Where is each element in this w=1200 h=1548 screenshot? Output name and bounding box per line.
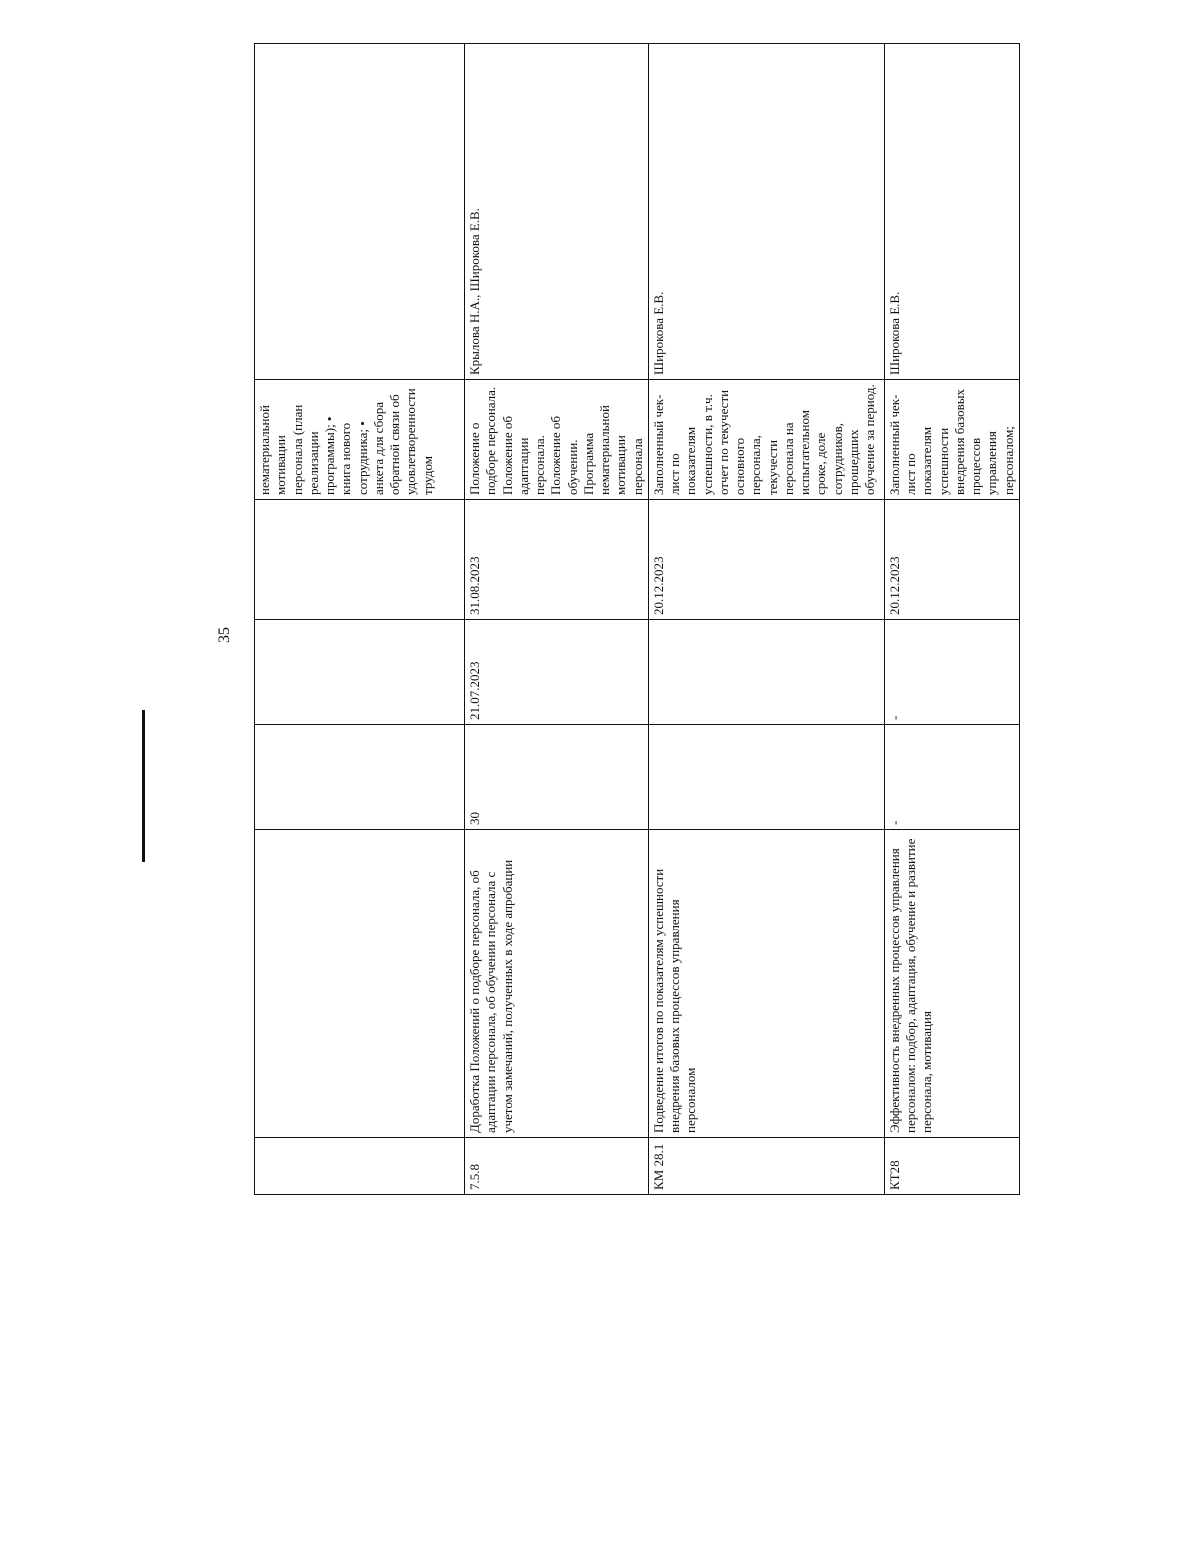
cell-duration: 30	[465, 725, 649, 830]
cell-start	[255, 620, 465, 725]
cell-end: 20.12.2023	[648, 500, 884, 620]
cell-name	[255, 830, 465, 1138]
cell-name: Эффективность внедренных процессов управления персоналом: подбор, адаптация, обучение и развитие персонала, мотивация	[884, 830, 1019, 1138]
cell-code: КМ 28.1	[648, 1138, 884, 1195]
cell-result: Заполненный чек-лист по показателям успешности, в т.ч. отчет по текучести основного персонала, текучести персонала на испытательном сроке, доле сотрудников, прошедших обучение за период.	[648, 380, 884, 500]
cell-start: -	[884, 620, 1019, 725]
table-row	[255, 44, 465, 1195]
table-row	[465, 44, 649, 1195]
cell-responsible: Крылова Н.А., Широкова Е.В.	[465, 44, 649, 380]
cell-code: 7.5.8	[465, 1138, 649, 1195]
cell-code: КТ28	[884, 1138, 1019, 1195]
cell-end	[255, 500, 465, 620]
cell-code	[255, 1138, 465, 1195]
plan-table-container	[254, 44, 1016, 1195]
cell-duration: -	[884, 725, 1019, 830]
cell-responsible	[255, 44, 465, 380]
cell-start	[648, 620, 884, 725]
cell-end: 20.12.2023	[884, 500, 1019, 620]
cell-responsible: Широкова Е.В.	[884, 44, 1019, 380]
plan-table-rotated	[254, 44, 1016, 1195]
cell-responsible: Широкова Е.В.	[648, 44, 884, 380]
plan-table	[254, 43, 1020, 1195]
page-number: 35	[216, 627, 233, 643]
cell-duration	[648, 725, 884, 830]
table-row	[648, 44, 884, 1195]
cell-start: 21.07.2023	[465, 620, 649, 725]
cell-result: Заполненный чек-лист по показателям успешности внедрения базовых процессов управления персоналом;	[884, 380, 1019, 500]
cell-duration	[255, 725, 465, 830]
cell-name: Подведение итогов по показателям успешности внедрения базовых процессов управления персоналом	[648, 830, 884, 1138]
table-row	[884, 44, 1019, 1195]
cell-end: 31.08.2023	[465, 500, 649, 620]
cell-result: нематериальной мотивации персонала (план реализации программы); • книга нового сотрудника; • анкета для сбора обратной связи об удовлетворенности трудом	[255, 380, 465, 500]
cell-name: Доработка Положений о подборе персонала, об адаптации персонала, об обучении персонала с учетом замечаний, полученных в ходе апробации	[465, 830, 649, 1138]
cell-result: Положение о подборе персонала. Положение об адаптации персонала. Положение об обучении. Программа нематериальной мотивации персонала	[465, 380, 649, 500]
margin-line	[142, 710, 145, 862]
